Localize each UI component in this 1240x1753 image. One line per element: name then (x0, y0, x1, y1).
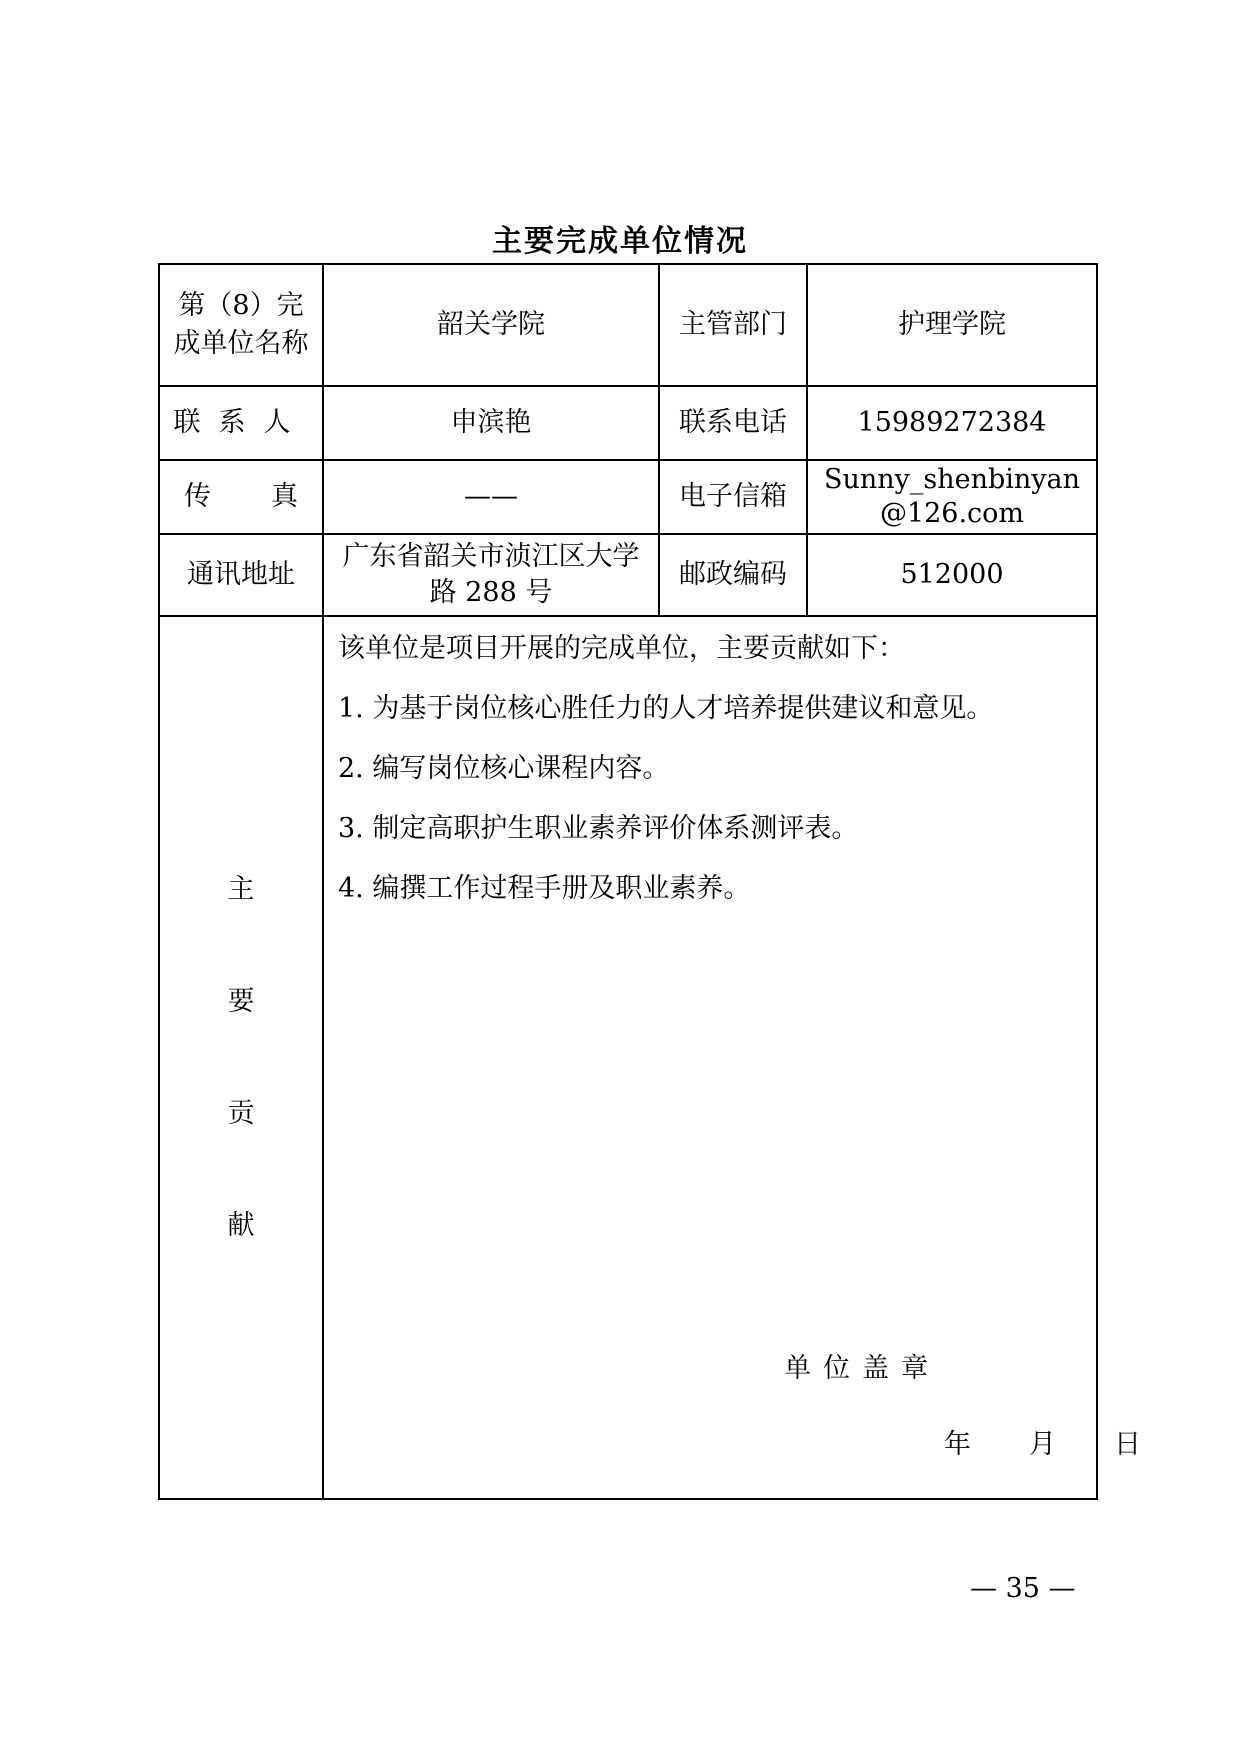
postcode-value: 512000 (807, 534, 1097, 616)
date-day: 日 (1114, 1429, 1141, 1460)
contribution-label-char: 献 (227, 1209, 255, 1241)
contribution-label-char: 要 (227, 985, 255, 1017)
unit-info-table (158, 263, 1141, 1500)
page-number: — 35 — (970, 1573, 1076, 1604)
page-title: 主要完成单位情况 (492, 224, 748, 259)
table-row (159, 386, 1097, 460)
contact-value: 申滨艳 (323, 386, 659, 460)
list-item: 1. 为基于岗位核心胜任力的人才培养提供建议和意见。 (338, 693, 994, 724)
postcode-label: 邮政编码 (659, 534, 807, 616)
date-line (944, 1427, 1141, 1463)
email-value: Sunny_shenbinyan@126.com (807, 460, 1097, 534)
table-row (159, 460, 1097, 534)
contribution-label-char: 贡 (227, 1097, 255, 1129)
contribution-label (159, 616, 323, 1499)
table-row (159, 534, 1097, 616)
phone-value: 15989272384 (807, 386, 1097, 460)
address-value: 广东省韶关市浈江区大学路 288 号 (323, 534, 659, 616)
list-item: 2. 编写岗位核心课程内容。 (338, 753, 670, 784)
list-item: 3. 制定高职护生职业素养评价体系测评表。 (338, 813, 859, 844)
email-label: 电子信箱 (659, 460, 807, 534)
unit-name-value: 韶关学院 (323, 264, 659, 386)
fax-label: 传 真 (159, 460, 323, 534)
date-month: 月 (1029, 1429, 1056, 1460)
dept-value: 护理学院 (807, 264, 1097, 386)
contact-label: 联系人 (159, 386, 323, 460)
fax-value: —— (323, 460, 659, 534)
phone-label: 联系电话 (659, 386, 807, 460)
table-row (159, 616, 1097, 1499)
contribution-body (323, 616, 1141, 1499)
unit-name-label: 第（8）完成单位名称 (159, 264, 323, 386)
contribution-label-char: 主 (227, 873, 255, 905)
address-label: 通讯地址 (159, 534, 323, 616)
unit-seal-text: 单位盖章 (784, 1353, 940, 1384)
dept-label: 主管部门 (659, 264, 807, 386)
date-year: 年 (944, 1429, 971, 1460)
contribution-intro: 该单位是项目开展的完成单位，主要贡献如下： (338, 633, 905, 664)
list-item: 4. 编撰工作过程手册及职业素养。 (338, 873, 751, 904)
table-row (159, 264, 1097, 386)
